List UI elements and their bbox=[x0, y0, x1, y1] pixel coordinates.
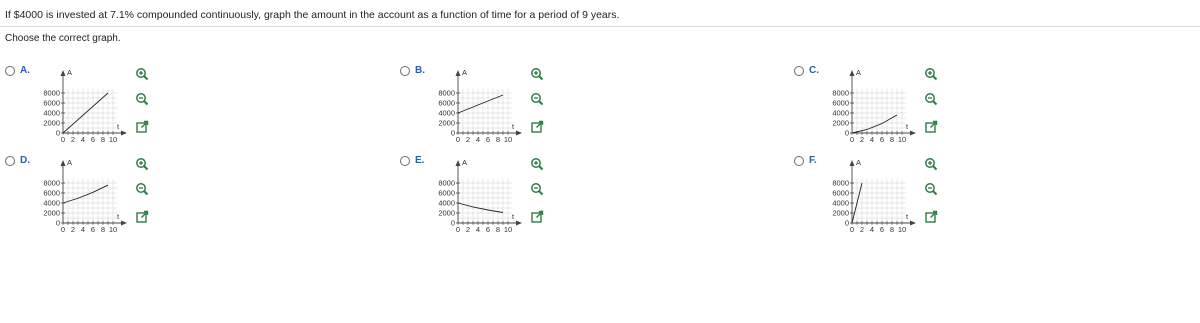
option-graph bbox=[820, 155, 924, 245]
option-radio[interactable] bbox=[400, 156, 410, 166]
x-tick-label: 2 bbox=[859, 225, 865, 234]
y-tick-label: 4000 bbox=[832, 108, 849, 118]
x-axis-label: t bbox=[906, 122, 909, 131]
x-tick-label: 8 bbox=[889, 225, 895, 234]
x-axis-label: t bbox=[117, 212, 120, 221]
option-graph bbox=[426, 155, 530, 245]
zoom-in-icon[interactable] bbox=[924, 67, 938, 81]
option-radio[interactable] bbox=[794, 156, 804, 166]
x-tick-label: 2 bbox=[859, 135, 865, 144]
y-tick-label: 0 bbox=[450, 218, 455, 228]
zoom-out-icon[interactable] bbox=[924, 92, 938, 106]
y-tick-label: 6000 bbox=[832, 98, 849, 108]
y-tick-label: 8000 bbox=[43, 178, 60, 188]
y-axis-arrow bbox=[61, 160, 66, 166]
x-tick-label: 10 bbox=[108, 225, 118, 234]
x-tick-label: 0 bbox=[60, 135, 66, 144]
y-tick-label: 0 bbox=[844, 218, 849, 228]
x-axis-label: t bbox=[512, 122, 515, 131]
y-axis-label: A bbox=[67, 158, 73, 167]
x-axis-arrow bbox=[910, 221, 916, 226]
zoom-out-icon[interactable] bbox=[530, 182, 544, 196]
zoom-out-icon[interactable] bbox=[530, 92, 544, 106]
option-letter: A. bbox=[20, 65, 30, 76]
option-d[interactable] bbox=[5, 155, 165, 245]
x-tick-label: 6 bbox=[485, 225, 491, 234]
x-tick-label: 4 bbox=[80, 225, 86, 234]
x-tick-label: 8 bbox=[100, 225, 106, 234]
popout-icon[interactable] bbox=[530, 210, 544, 224]
y-tick-label: 8000 bbox=[43, 88, 60, 98]
x-tick-label: 4 bbox=[475, 135, 481, 144]
option-letter: C. bbox=[809, 65, 819, 76]
y-tick-label: 2000 bbox=[438, 118, 455, 128]
y-tick-label: 8000 bbox=[832, 178, 849, 188]
popout-icon[interactable] bbox=[135, 120, 149, 134]
graph-curve bbox=[458, 95, 503, 113]
y-axis-label: A bbox=[856, 68, 862, 77]
x-tick-label: 0 bbox=[455, 135, 461, 144]
instruction-text: Choose the correct graph. bbox=[5, 33, 121, 44]
zoom-out-icon[interactable] bbox=[135, 182, 149, 196]
x-tick-label: 8 bbox=[495, 225, 501, 234]
zoom-in-icon[interactable] bbox=[924, 157, 938, 171]
y-axis-label: A bbox=[462, 68, 468, 77]
popout-icon[interactable] bbox=[135, 210, 149, 224]
zoom-out-icon[interactable] bbox=[924, 182, 938, 196]
option-radio[interactable] bbox=[5, 66, 15, 76]
x-tick-label: 10 bbox=[897, 135, 907, 144]
y-tick-label: 6000 bbox=[43, 98, 60, 108]
option-graph bbox=[31, 155, 135, 245]
divider bbox=[0, 26, 1200, 27]
y-axis-arrow bbox=[850, 160, 855, 166]
y-tick-label: 4000 bbox=[832, 198, 849, 208]
x-tick-label: 8 bbox=[889, 135, 895, 144]
y-tick-label: 8000 bbox=[438, 178, 455, 188]
x-tick-label: 4 bbox=[869, 135, 875, 144]
option-b[interactable] bbox=[400, 65, 560, 155]
y-tick-label: 2000 bbox=[43, 118, 60, 128]
y-tick-label: 0 bbox=[55, 128, 60, 138]
zoom-in-icon[interactable] bbox=[530, 67, 544, 81]
y-tick-label: 2000 bbox=[43, 208, 60, 218]
x-tick-label: 0 bbox=[849, 135, 855, 144]
x-tick-label: 10 bbox=[503, 225, 513, 234]
graph-curve bbox=[852, 115, 897, 133]
y-tick-label: 8000 bbox=[438, 88, 455, 98]
x-tick-label: 4 bbox=[869, 225, 875, 234]
popout-icon[interactable] bbox=[924, 210, 938, 224]
y-axis-arrow bbox=[456, 70, 461, 76]
y-tick-label: 0 bbox=[450, 128, 455, 138]
x-tick-label: 6 bbox=[90, 225, 96, 234]
option-a[interactable] bbox=[5, 65, 165, 155]
x-axis-arrow bbox=[121, 221, 127, 226]
x-tick-label: 2 bbox=[70, 225, 76, 234]
option-letter: F. bbox=[809, 155, 817, 166]
y-tick-label: 6000 bbox=[43, 188, 60, 198]
option-graph bbox=[31, 65, 135, 155]
y-tick-label: 6000 bbox=[832, 188, 849, 198]
y-tick-label: 6000 bbox=[438, 188, 455, 198]
x-tick-label: 6 bbox=[879, 135, 885, 144]
y-axis-arrow bbox=[456, 160, 461, 166]
option-letter: D. bbox=[20, 155, 30, 166]
option-radio[interactable] bbox=[794, 66, 804, 76]
y-axis-label: A bbox=[856, 158, 862, 167]
y-tick-label: 4000 bbox=[438, 108, 455, 118]
y-tick-label: 4000 bbox=[43, 198, 60, 208]
option-e[interactable] bbox=[400, 155, 560, 245]
x-axis-arrow bbox=[121, 131, 127, 136]
x-tick-label: 0 bbox=[455, 225, 461, 234]
x-tick-label: 2 bbox=[465, 225, 471, 234]
x-axis-label: t bbox=[117, 122, 120, 131]
x-tick-label: 6 bbox=[90, 135, 96, 144]
y-tick-label: 8000 bbox=[832, 88, 849, 98]
x-tick-label: 6 bbox=[879, 225, 885, 234]
y-axis-arrow bbox=[850, 70, 855, 76]
option-c[interactable] bbox=[794, 65, 954, 155]
x-axis-arrow bbox=[516, 131, 522, 136]
zoom-in-icon[interactable] bbox=[530, 157, 544, 171]
y-tick-label: 0 bbox=[55, 218, 60, 228]
y-tick-label: 2000 bbox=[438, 208, 455, 218]
y-tick-label: 4000 bbox=[43, 108, 60, 118]
zoom-in-icon[interactable] bbox=[135, 157, 149, 171]
y-axis-arrow bbox=[61, 70, 66, 76]
graph-curve bbox=[63, 185, 108, 203]
x-axis-label: t bbox=[512, 212, 515, 221]
x-tick-label: 10 bbox=[897, 225, 907, 234]
zoom-in-icon[interactable] bbox=[135, 67, 149, 81]
x-tick-label: 0 bbox=[60, 225, 66, 234]
x-tick-label: 6 bbox=[485, 135, 491, 144]
x-tick-label: 2 bbox=[70, 135, 76, 144]
zoom-out-icon[interactable] bbox=[135, 92, 149, 106]
popout-icon[interactable] bbox=[924, 120, 938, 134]
x-tick-label: 8 bbox=[100, 135, 106, 144]
option-graph bbox=[820, 65, 924, 155]
x-tick-label: 0 bbox=[849, 225, 855, 234]
option-letter: B. bbox=[415, 65, 425, 76]
x-tick-label: 2 bbox=[465, 135, 471, 144]
x-tick-label: 10 bbox=[503, 135, 513, 144]
y-tick-label: 2000 bbox=[832, 208, 849, 218]
x-axis-arrow bbox=[516, 221, 522, 226]
option-radio[interactable] bbox=[400, 66, 410, 76]
y-tick-label: 2000 bbox=[832, 118, 849, 128]
x-tick-label: 4 bbox=[80, 135, 86, 144]
x-tick-label: 4 bbox=[475, 225, 481, 234]
y-tick-label: 4000 bbox=[438, 198, 455, 208]
y-axis-label: A bbox=[67, 68, 73, 77]
y-axis-label: A bbox=[462, 158, 468, 167]
question-text: If $4000 is invested at 7.1% compounded continuously, graph the amount in the account as a function of time for a period of 9 years. bbox=[5, 9, 620, 21]
option-graph bbox=[426, 65, 530, 155]
x-tick-label: 8 bbox=[495, 135, 501, 144]
y-tick-label: 6000 bbox=[438, 98, 455, 108]
popout-icon[interactable] bbox=[530, 120, 544, 134]
option-f[interactable] bbox=[794, 155, 954, 245]
option-radio[interactable] bbox=[5, 156, 15, 166]
x-axis-label: t bbox=[906, 212, 909, 221]
y-tick-label: 0 bbox=[844, 128, 849, 138]
option-letter: E. bbox=[415, 155, 425, 166]
x-tick-label: 10 bbox=[108, 135, 118, 144]
x-axis-arrow bbox=[910, 131, 916, 136]
